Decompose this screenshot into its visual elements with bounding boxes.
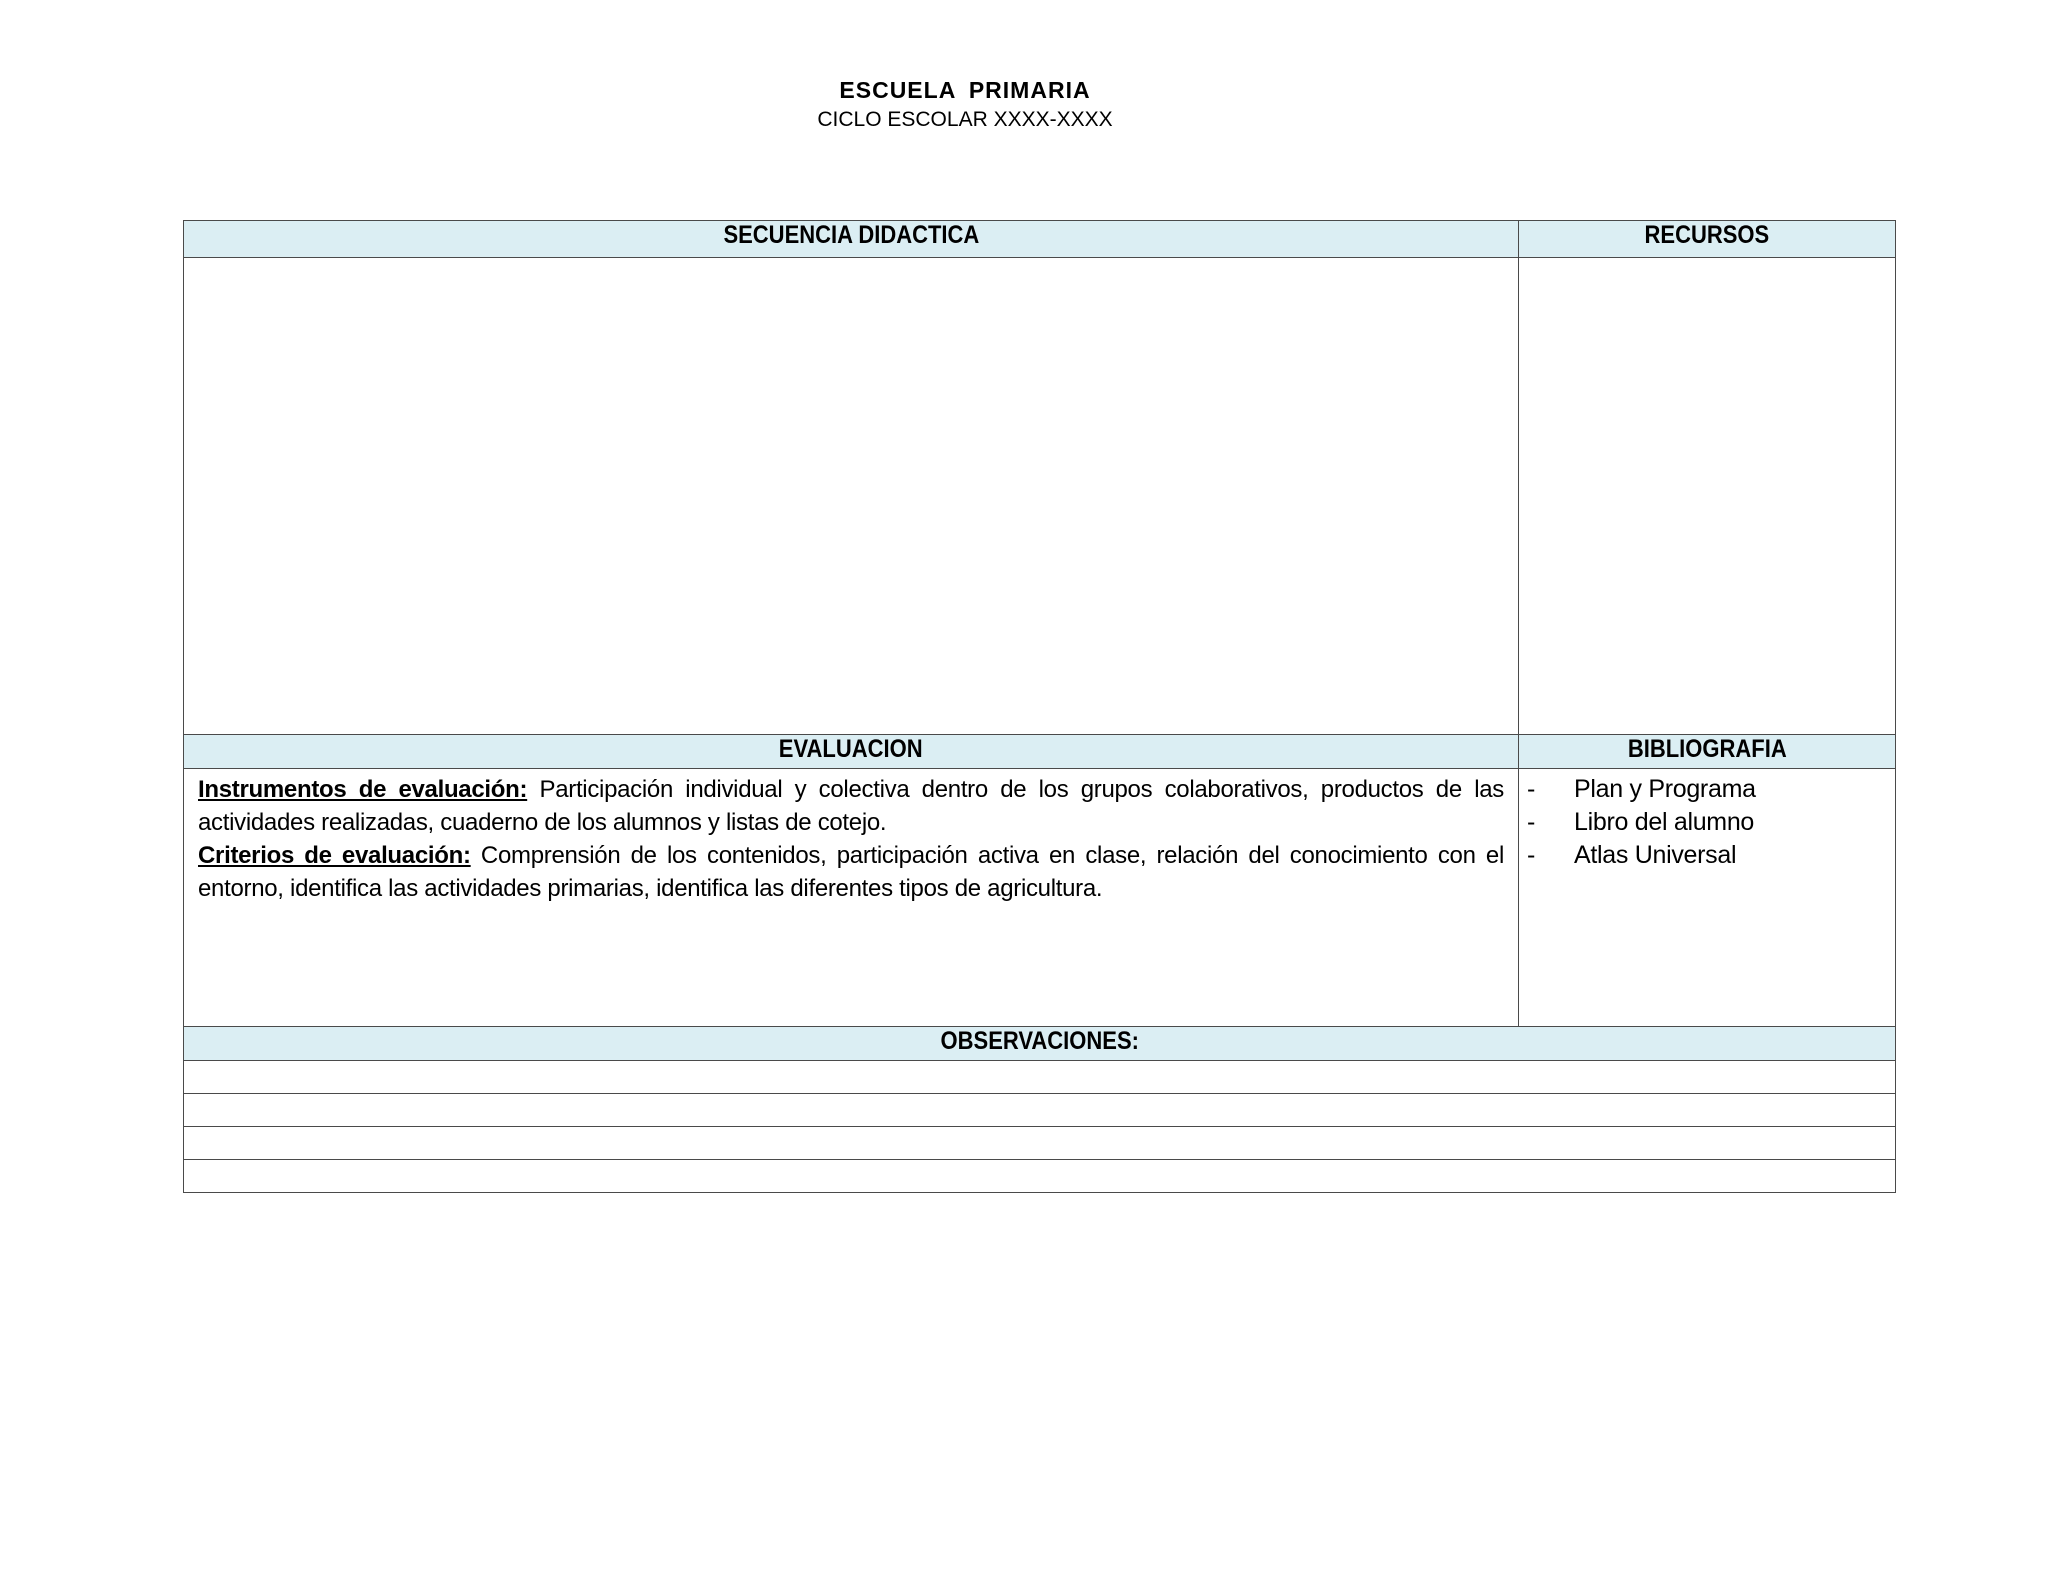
observaciones-line[interactable] (184, 1061, 1896, 1094)
instrumentos-text: Participación individual y colectiva dentro de los grupos colaborativos, productos de las actividades realizadas, cuaderno de los alumnos y listas de cotejo. (198, 776, 1504, 836)
recursos-header (1519, 221, 1896, 258)
bibliografia-cell[interactable] (1519, 769, 1896, 1027)
observaciones-line[interactable] (184, 1160, 1896, 1193)
list-dash: - (1527, 775, 1536, 803)
document-header (0, 74, 1930, 134)
observaciones-line[interactable] (184, 1127, 1896, 1160)
bibliografia-header (1519, 735, 1896, 769)
criterios-text: Comprensión de los contenidos, participación activa en clase, relación del conocimiento con el entorno, identifica las actividades primarias, identifica las diferentes tipos de agricultura. (198, 842, 1504, 902)
bibliografia-list (1519, 769, 1895, 872)
bibliografia-item (1527, 839, 1895, 872)
list-dash: - (1527, 841, 1536, 869)
bibliografia-item-text: Plan y Programa (1574, 775, 1756, 803)
secuencia-didactica-header (184, 221, 1519, 258)
instrumentos-paragraph (198, 773, 1504, 839)
evaluacion-header (184, 735, 1519, 769)
school-cycle: CICLO ESCOLAR XXXX-XXXX (817, 108, 1113, 131)
instrumentos-label: Instrumentos de evaluación: (198, 776, 528, 803)
bibliografia-item (1527, 773, 1895, 806)
bibliografia-item-text: Atlas Universal (1574, 841, 1737, 869)
criterios-label: Criterios de evaluación: (198, 842, 471, 869)
recursos-label: RECURSOS (1644, 221, 1770, 249)
list-dash: - (1527, 808, 1536, 836)
bibliografia-item (1527, 806, 1895, 839)
evaluacion-label: EVALUACION (779, 735, 923, 763)
secuencia-didactica-cell[interactable] (184, 258, 1519, 735)
observaciones-label: OBSERVACIONES: (940, 1027, 1139, 1055)
lesson-plan-table (183, 220, 1896, 1193)
school-name: ESCUELA PRIMARIA (839, 77, 1091, 103)
observaciones-line[interactable] (184, 1094, 1896, 1127)
bibliografia-item-text: Libro del alumno (1574, 808, 1755, 836)
criterios-paragraph (198, 839, 1504, 905)
bibliografia-label: BIBLIOGRAFIA (1627, 735, 1787, 763)
observaciones-header (184, 1027, 1896, 1061)
secuencia-didactica-label: SECUENCIA DIDACTICA (723, 221, 979, 249)
evaluacion-cell[interactable] (184, 769, 1519, 1027)
recursos-cell[interactable] (1519, 258, 1896, 735)
